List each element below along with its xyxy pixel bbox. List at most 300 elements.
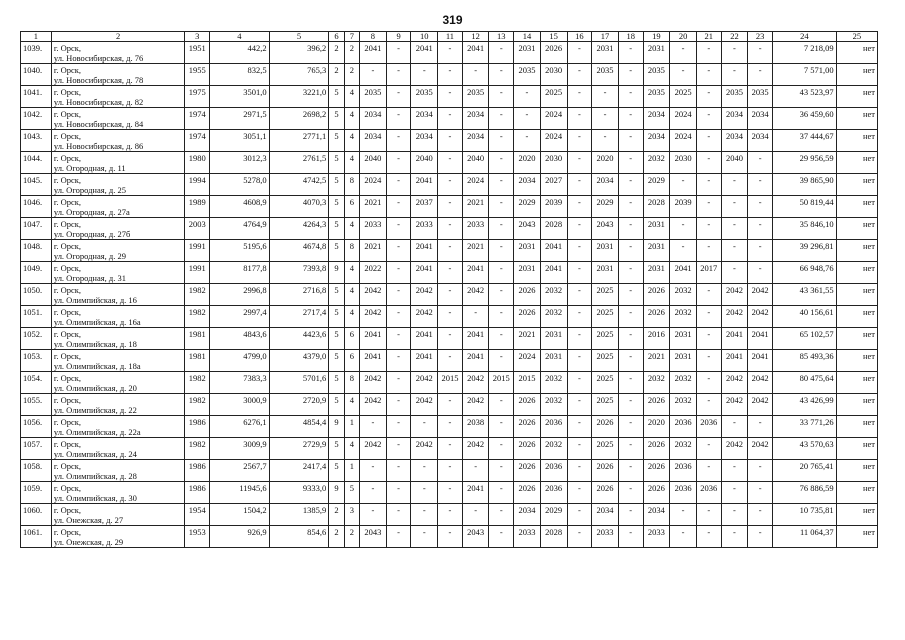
table-body bbox=[21, 32, 878, 548]
cell-col-19: 2031 bbox=[643, 218, 670, 240]
cell-col-24: 43 426,99 bbox=[772, 394, 836, 416]
cell-col-25: нет bbox=[836, 262, 877, 284]
cell-col-6: 2 bbox=[329, 504, 344, 526]
cell-col-14: 2026 bbox=[514, 482, 541, 504]
cell-col-15: 2026 bbox=[540, 42, 567, 64]
table-row bbox=[21, 284, 878, 306]
row-number: 1061. bbox=[21, 526, 52, 548]
address-street: ул. Олимпийская, д. 18а bbox=[53, 361, 141, 371]
cell-col-16: - bbox=[567, 394, 592, 416]
row-number: 1059. bbox=[21, 482, 52, 504]
address-street: ул. Огородная, д. 31 bbox=[53, 273, 126, 283]
cell-col-24: 66 948,76 bbox=[772, 262, 836, 284]
cell-col-11: - bbox=[438, 240, 463, 262]
cell-col-15: 2028 bbox=[540, 526, 567, 548]
cell-col-21: - bbox=[696, 86, 721, 108]
table-row bbox=[21, 482, 878, 504]
cell-col-23: - bbox=[748, 460, 773, 482]
cell-col-7: 4 bbox=[344, 262, 359, 284]
cell-col-10: 2041 bbox=[411, 42, 438, 64]
cell-col-9: - bbox=[386, 152, 411, 174]
cell-col-3: 1951 bbox=[185, 42, 210, 64]
address-street: ул. Огородная, д. 11 bbox=[53, 163, 126, 173]
cell-col-5: 2717,4 bbox=[269, 306, 329, 328]
cell-col-13: - bbox=[489, 504, 514, 526]
cell-col-24: 10 735,81 bbox=[772, 504, 836, 526]
cell-col-18: - bbox=[618, 108, 643, 130]
address-street: ул. Онежская, д. 29 bbox=[53, 537, 124, 547]
row-number: 1046. bbox=[21, 196, 52, 218]
cell-col-23: - bbox=[748, 196, 773, 218]
address-street: ул. Новосибирская, д. 84 bbox=[53, 119, 144, 129]
row-number: 1055. bbox=[21, 394, 52, 416]
address-city: г. Орск, bbox=[53, 87, 82, 97]
address-street: ул. Олимпийская, д. 30 bbox=[53, 493, 137, 503]
cell-col-13: - bbox=[489, 350, 514, 372]
cell-col-22: - bbox=[721, 64, 748, 86]
cell-col-21: - bbox=[696, 350, 721, 372]
cell-col-22: 2041 bbox=[721, 328, 748, 350]
cell-col-15: 2031 bbox=[540, 350, 567, 372]
column-header: 2 bbox=[51, 32, 185, 42]
cell-col-24: 43 361,55 bbox=[772, 284, 836, 306]
cell-col-20: 2032 bbox=[670, 284, 697, 306]
cell-col-20: 2032 bbox=[670, 306, 697, 328]
cell-col-4: 8177,8 bbox=[210, 262, 270, 284]
cell-col-12: 2041 bbox=[462, 262, 489, 284]
cell-col-6: 5 bbox=[329, 284, 344, 306]
cell-col-21: 2036 bbox=[696, 416, 721, 438]
cell-col-4: 926,9 bbox=[210, 526, 270, 548]
cell-col-13: - bbox=[489, 482, 514, 504]
cell-col-12: 2035 bbox=[462, 86, 489, 108]
address-city: г. Орск, bbox=[53, 219, 82, 229]
cell-col-11: - bbox=[438, 482, 463, 504]
cell-col-15: 2032 bbox=[540, 306, 567, 328]
cell-col-11: - bbox=[438, 152, 463, 174]
cell-col-5: 2698,2 bbox=[269, 108, 329, 130]
cell-col-14: 2031 bbox=[514, 262, 541, 284]
address-cell bbox=[51, 284, 185, 306]
cell-col-23: - bbox=[748, 64, 773, 86]
cell-col-18: - bbox=[618, 86, 643, 108]
cell-col-23: 2042 bbox=[748, 394, 773, 416]
cell-col-10: 2042 bbox=[411, 438, 438, 460]
cell-col-23: - bbox=[748, 504, 773, 526]
cell-col-9: - bbox=[386, 306, 411, 328]
cell-col-18: - bbox=[618, 504, 643, 526]
cell-col-19: 2035 bbox=[643, 64, 670, 86]
cell-col-19: 2035 bbox=[643, 86, 670, 108]
cell-col-3: 1981 bbox=[185, 328, 210, 350]
cell-col-17: - bbox=[592, 86, 619, 108]
cell-col-21: - bbox=[696, 42, 721, 64]
cell-col-3: 1981 bbox=[185, 350, 210, 372]
cell-col-3: 1994 bbox=[185, 174, 210, 196]
cell-col-25: нет bbox=[836, 306, 877, 328]
address-city: г. Орск, bbox=[53, 505, 82, 515]
cell-col-7: 4 bbox=[344, 86, 359, 108]
row-number: 1039. bbox=[21, 42, 52, 64]
column-header: 4 bbox=[210, 32, 270, 42]
table-row bbox=[21, 64, 878, 86]
cell-col-24: 11 064,37 bbox=[772, 526, 836, 548]
cell-col-5: 854,6 bbox=[269, 526, 329, 548]
cell-col-14: 2026 bbox=[514, 284, 541, 306]
address-cell bbox=[51, 306, 185, 328]
cell-col-7: 1 bbox=[344, 416, 359, 438]
table-row bbox=[21, 306, 878, 328]
cell-col-3: 1982 bbox=[185, 394, 210, 416]
address-street: ул. Олимпийская, д. 22 bbox=[53, 405, 137, 415]
column-header: 6 bbox=[329, 32, 344, 42]
cell-col-23: 2035 bbox=[748, 86, 773, 108]
cell-col-21: - bbox=[696, 526, 721, 548]
cell-col-25: нет bbox=[836, 284, 877, 306]
cell-col-24: 43 523,97 bbox=[772, 86, 836, 108]
cell-col-20: - bbox=[670, 174, 697, 196]
table-row bbox=[21, 372, 878, 394]
cell-col-19: 2026 bbox=[643, 284, 670, 306]
cell-col-10: 2042 bbox=[411, 394, 438, 416]
cell-col-21: - bbox=[696, 372, 721, 394]
cell-col-17: 2025 bbox=[592, 350, 619, 372]
cell-col-4: 4843,6 bbox=[210, 328, 270, 350]
cell-col-6: 5 bbox=[329, 108, 344, 130]
cell-col-11: - bbox=[438, 328, 463, 350]
cell-col-24: 33 771,26 bbox=[772, 416, 836, 438]
address-cell bbox=[51, 482, 185, 504]
cell-col-6: 2 bbox=[329, 42, 344, 64]
cell-col-8: 2040 bbox=[360, 152, 387, 174]
cell-col-20: 2024 bbox=[670, 130, 697, 152]
cell-col-25: нет bbox=[836, 174, 877, 196]
cell-col-3: 1991 bbox=[185, 240, 210, 262]
cell-col-19: 2031 bbox=[643, 262, 670, 284]
cell-col-8: 2021 bbox=[360, 196, 387, 218]
cell-col-16: - bbox=[567, 416, 592, 438]
cell-col-20: 2036 bbox=[670, 416, 697, 438]
cell-col-19: 2026 bbox=[643, 306, 670, 328]
cell-col-12: - bbox=[462, 460, 489, 482]
column-header: 12 bbox=[462, 32, 489, 42]
housing-register-table bbox=[20, 31, 878, 548]
cell-col-5: 7393,8 bbox=[269, 262, 329, 284]
cell-col-20: 2032 bbox=[670, 372, 697, 394]
cell-col-10: - bbox=[411, 526, 438, 548]
row-number: 1056. bbox=[21, 416, 52, 438]
address-street: ул. Олимпийская, д. 18 bbox=[53, 339, 137, 349]
cell-col-15: 2025 bbox=[540, 86, 567, 108]
cell-col-5: 2729,9 bbox=[269, 438, 329, 460]
cell-col-3: 1974 bbox=[185, 108, 210, 130]
cell-col-22: 2042 bbox=[721, 372, 748, 394]
cell-col-10: 2033 bbox=[411, 218, 438, 240]
cell-col-9: - bbox=[386, 240, 411, 262]
column-header: 7 bbox=[344, 32, 359, 42]
cell-col-16: - bbox=[567, 262, 592, 284]
address-street: ул. Новосибирская, д. 78 bbox=[53, 75, 144, 85]
cell-col-3: 2003 bbox=[185, 218, 210, 240]
cell-col-21: - bbox=[696, 328, 721, 350]
cell-col-17: - bbox=[592, 130, 619, 152]
address-cell bbox=[51, 86, 185, 108]
row-number: 1045. bbox=[21, 174, 52, 196]
cell-col-5: 5701,6 bbox=[269, 372, 329, 394]
cell-col-20: - bbox=[670, 42, 697, 64]
cell-col-19: 2032 bbox=[643, 152, 670, 174]
cell-col-7: 5 bbox=[344, 482, 359, 504]
cell-col-14: - bbox=[514, 130, 541, 152]
cell-col-8: 2033 bbox=[360, 218, 387, 240]
cell-col-4: 4608,9 bbox=[210, 196, 270, 218]
cell-col-9: - bbox=[386, 130, 411, 152]
cell-col-5: 2771,1 bbox=[269, 130, 329, 152]
cell-col-7: 2 bbox=[344, 526, 359, 548]
table-row bbox=[21, 262, 878, 284]
cell-col-15: 2036 bbox=[540, 482, 567, 504]
cell-col-12: 2021 bbox=[462, 196, 489, 218]
cell-col-5: 1385,9 bbox=[269, 504, 329, 526]
row-number: 1052. bbox=[21, 328, 52, 350]
table-row bbox=[21, 460, 878, 482]
cell-col-18: - bbox=[618, 240, 643, 262]
cell-col-6: 5 bbox=[329, 174, 344, 196]
cell-col-4: 4799,0 bbox=[210, 350, 270, 372]
cell-col-21: - bbox=[696, 108, 721, 130]
cell-col-3: 1982 bbox=[185, 306, 210, 328]
address-city: г. Орск, bbox=[53, 439, 82, 449]
cell-col-8: - bbox=[360, 460, 387, 482]
row-number: 1057. bbox=[21, 438, 52, 460]
address-street: ул. Новосибирская, д. 82 bbox=[53, 97, 144, 107]
cell-col-7: 4 bbox=[344, 152, 359, 174]
column-header: 25 bbox=[836, 32, 877, 42]
cell-col-11: - bbox=[438, 196, 463, 218]
cell-col-17: 2020 bbox=[592, 152, 619, 174]
cell-col-4: 2996,8 bbox=[210, 284, 270, 306]
cell-col-3: 1991 bbox=[185, 262, 210, 284]
cell-col-5: 2716,8 bbox=[269, 284, 329, 306]
cell-col-23: - bbox=[748, 240, 773, 262]
cell-col-16: - bbox=[567, 350, 592, 372]
address-cell bbox=[51, 218, 185, 240]
cell-col-22: - bbox=[721, 460, 748, 482]
cell-col-10: 2034 bbox=[411, 130, 438, 152]
cell-col-17: 2031 bbox=[592, 240, 619, 262]
cell-col-9: - bbox=[386, 460, 411, 482]
cell-col-23: 2042 bbox=[748, 438, 773, 460]
cell-col-22: 2040 bbox=[721, 152, 748, 174]
cell-col-12: 2033 bbox=[462, 218, 489, 240]
cell-col-10: - bbox=[411, 416, 438, 438]
cell-col-16: - bbox=[567, 306, 592, 328]
address-city: г. Орск, bbox=[53, 351, 82, 361]
cell-col-20: - bbox=[670, 64, 697, 86]
cell-col-13: - bbox=[489, 86, 514, 108]
cell-col-10: 2034 bbox=[411, 108, 438, 130]
cell-col-20: 2041 bbox=[670, 262, 697, 284]
cell-col-8: 2041 bbox=[360, 328, 387, 350]
address-cell bbox=[51, 196, 185, 218]
cell-col-23: 2042 bbox=[748, 306, 773, 328]
cell-col-25: нет bbox=[836, 526, 877, 548]
cell-col-23: 2042 bbox=[748, 372, 773, 394]
cell-col-11: - bbox=[438, 438, 463, 460]
cell-col-19: 2034 bbox=[643, 130, 670, 152]
address-cell bbox=[51, 350, 185, 372]
cell-col-25: нет bbox=[836, 152, 877, 174]
cell-col-14: 2031 bbox=[514, 42, 541, 64]
cell-col-24: 80 475,64 bbox=[772, 372, 836, 394]
cell-col-6: 5 bbox=[329, 372, 344, 394]
cell-col-5: 765,3 bbox=[269, 64, 329, 86]
row-number: 1040. bbox=[21, 64, 52, 86]
address-city: г. Орск, bbox=[53, 527, 82, 537]
cell-col-24: 65 102,57 bbox=[772, 328, 836, 350]
cell-col-12: 2034 bbox=[462, 108, 489, 130]
cell-col-5: 4070,3 bbox=[269, 196, 329, 218]
cell-col-11: - bbox=[438, 262, 463, 284]
column-header-row bbox=[21, 32, 878, 42]
cell-col-11: - bbox=[438, 460, 463, 482]
cell-col-4: 3051,1 bbox=[210, 130, 270, 152]
cell-col-23: - bbox=[748, 42, 773, 64]
cell-col-20: 2032 bbox=[670, 394, 697, 416]
cell-col-25: нет bbox=[836, 64, 877, 86]
cell-col-23: 2034 bbox=[748, 130, 773, 152]
cell-col-24: 85 493,36 bbox=[772, 350, 836, 372]
address-city: г. Орск, bbox=[53, 43, 82, 53]
address-cell bbox=[51, 416, 185, 438]
cell-col-16: - bbox=[567, 328, 592, 350]
cell-col-4: 3009,9 bbox=[210, 438, 270, 460]
cell-col-3: 1982 bbox=[185, 284, 210, 306]
cell-col-25: нет bbox=[836, 196, 877, 218]
cell-col-25: нет bbox=[836, 108, 877, 130]
cell-col-3: 1974 bbox=[185, 130, 210, 152]
cell-col-3: 1982 bbox=[185, 438, 210, 460]
cell-col-21: - bbox=[696, 306, 721, 328]
cell-col-21: - bbox=[696, 504, 721, 526]
cell-col-6: 5 bbox=[329, 328, 344, 350]
cell-col-4: 2971,5 bbox=[210, 108, 270, 130]
cell-col-9: - bbox=[386, 416, 411, 438]
cell-col-8: 2042 bbox=[360, 284, 387, 306]
cell-col-19: 2031 bbox=[643, 240, 670, 262]
cell-col-13: - bbox=[489, 416, 514, 438]
cell-col-6: 9 bbox=[329, 262, 344, 284]
row-number: 1043. bbox=[21, 130, 52, 152]
address-street: ул. Олимпийская, д. 28 bbox=[53, 471, 137, 481]
cell-col-7: 4 bbox=[344, 218, 359, 240]
cell-col-15: 2041 bbox=[540, 262, 567, 284]
cell-col-21: - bbox=[696, 64, 721, 86]
cell-col-23: 2042 bbox=[748, 284, 773, 306]
cell-col-14: 2026 bbox=[514, 460, 541, 482]
cell-col-16: - bbox=[567, 108, 592, 130]
cell-col-15: 2032 bbox=[540, 284, 567, 306]
table-row bbox=[21, 152, 878, 174]
column-header: 19 bbox=[643, 32, 670, 42]
column-header: 9 bbox=[386, 32, 411, 42]
cell-col-11: - bbox=[438, 394, 463, 416]
cell-col-19: 2034 bbox=[643, 108, 670, 130]
cell-col-20: 2039 bbox=[670, 196, 697, 218]
row-number: 1050. bbox=[21, 284, 52, 306]
column-header: 13 bbox=[489, 32, 514, 42]
cell-col-11: - bbox=[438, 42, 463, 64]
cell-col-9: - bbox=[386, 328, 411, 350]
cell-col-19: 2033 bbox=[643, 526, 670, 548]
cell-col-4: 3501,0 bbox=[210, 86, 270, 108]
cell-col-13: - bbox=[489, 196, 514, 218]
cell-col-16: - bbox=[567, 284, 592, 306]
cell-col-19: 2029 bbox=[643, 174, 670, 196]
cell-col-10: 2041 bbox=[411, 262, 438, 284]
cell-col-14: 2031 bbox=[514, 240, 541, 262]
cell-col-14: 2026 bbox=[514, 306, 541, 328]
row-number: 1049. bbox=[21, 262, 52, 284]
cell-col-21: - bbox=[696, 284, 721, 306]
cell-col-14: - bbox=[514, 86, 541, 108]
cell-col-8: 2043 bbox=[360, 526, 387, 548]
cell-col-11: - bbox=[438, 174, 463, 196]
cell-col-9: - bbox=[386, 196, 411, 218]
cell-col-17: 2035 bbox=[592, 64, 619, 86]
cell-col-8: 2042 bbox=[360, 394, 387, 416]
column-header: 11 bbox=[438, 32, 463, 42]
cell-col-9: - bbox=[386, 262, 411, 284]
cell-col-23: - bbox=[748, 218, 773, 240]
cell-col-22: - bbox=[721, 42, 748, 64]
cell-col-4: 11945,6 bbox=[210, 482, 270, 504]
row-number: 1044. bbox=[21, 152, 52, 174]
cell-col-5: 2417,4 bbox=[269, 460, 329, 482]
cell-col-10: - bbox=[411, 460, 438, 482]
cell-col-10: 2042 bbox=[411, 306, 438, 328]
column-header: 18 bbox=[618, 32, 643, 42]
address-street: ул. Олимпийская, д. 20 bbox=[53, 383, 137, 393]
cell-col-6: 9 bbox=[329, 416, 344, 438]
cell-col-24: 40 156,61 bbox=[772, 306, 836, 328]
cell-col-13: - bbox=[489, 174, 514, 196]
cell-col-22: - bbox=[721, 262, 748, 284]
cell-col-23: 2041 bbox=[748, 328, 773, 350]
cell-col-19: 2034 bbox=[643, 504, 670, 526]
cell-col-12: - bbox=[462, 306, 489, 328]
table-row bbox=[21, 174, 878, 196]
cell-col-3: 1986 bbox=[185, 460, 210, 482]
cell-col-23: - bbox=[748, 262, 773, 284]
cell-col-15: 2031 bbox=[540, 328, 567, 350]
cell-col-4: 5195,6 bbox=[210, 240, 270, 262]
cell-col-23: - bbox=[748, 174, 773, 196]
cell-col-25: нет bbox=[836, 372, 877, 394]
cell-col-4: 3000,9 bbox=[210, 394, 270, 416]
address-street: ул. Огородная, д. 29 bbox=[53, 251, 126, 261]
cell-col-7: 8 bbox=[344, 174, 359, 196]
address-cell bbox=[51, 42, 185, 64]
cell-col-7: 2 bbox=[344, 42, 359, 64]
cell-col-14: 2029 bbox=[514, 196, 541, 218]
table-row bbox=[21, 240, 878, 262]
cell-col-24: 39 296,81 bbox=[772, 240, 836, 262]
column-header: 16 bbox=[567, 32, 592, 42]
cell-col-16: - bbox=[567, 460, 592, 482]
cell-col-20: 2036 bbox=[670, 460, 697, 482]
cell-col-21: - bbox=[696, 240, 721, 262]
